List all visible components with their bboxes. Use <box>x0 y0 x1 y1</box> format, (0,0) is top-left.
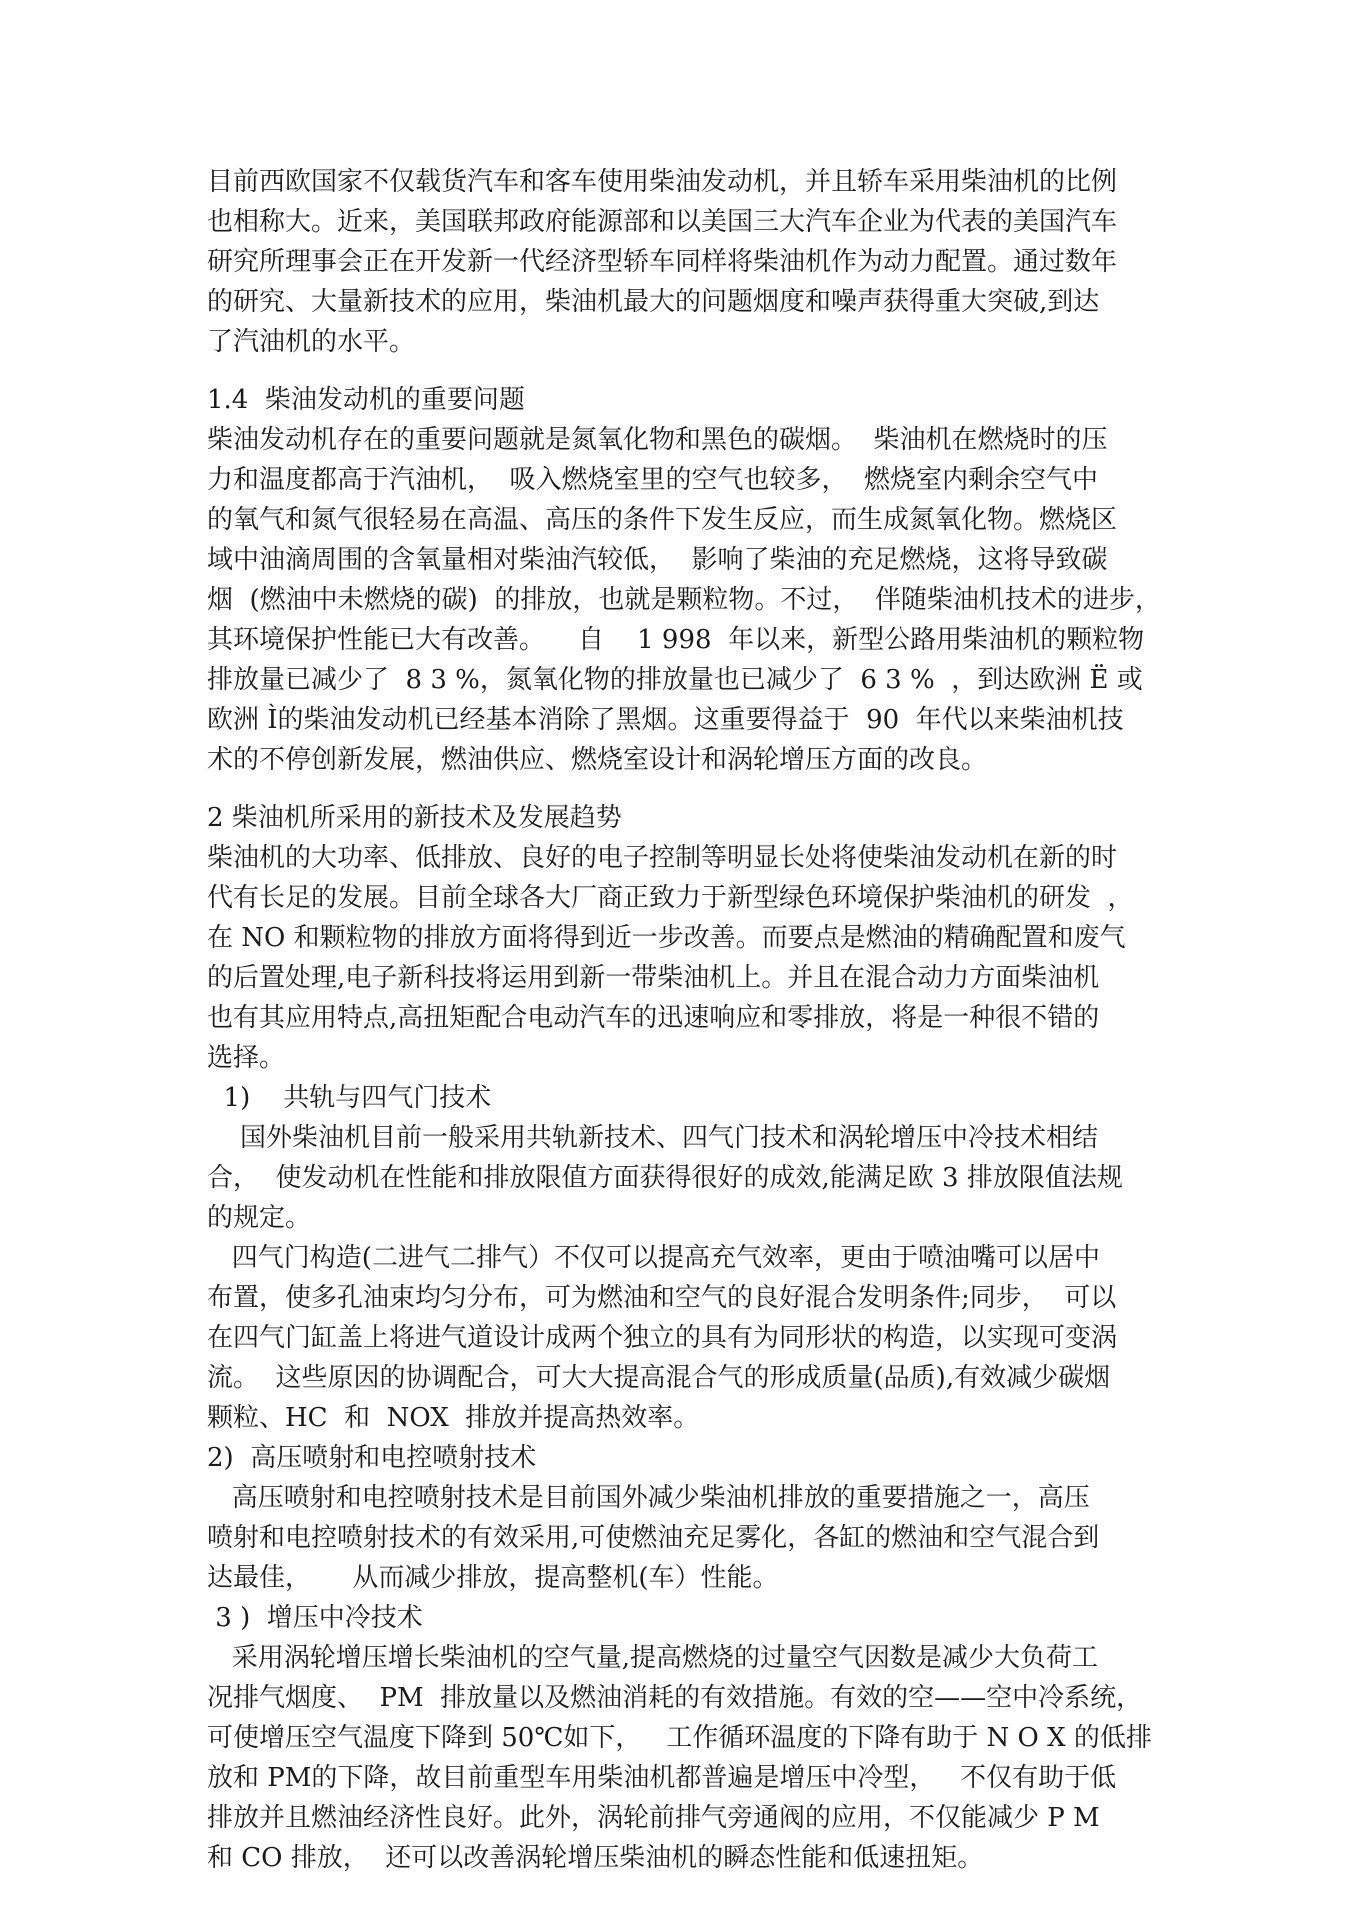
paragraph-line: 术的不停创新发展，燃油供应、燃烧室设计和涡轮增压方面的改良。 <box>207 745 988 775</box>
section-heading: 2 柴油机所采用的新技术及发展趋势 <box>207 803 622 833</box>
paragraph-line: 放和 PM的下降，故目前重型车用柴油机都普遍是增压中冷型， 不仅有助于低 <box>207 1763 1117 1793</box>
intro-line: 的研究、大量新技术的应用，柴油机最大的问题烟度和噪声获得重大突破,到达 <box>207 287 1100 317</box>
paragraph-line: 烟 (燃油中未燃烧的碳) 的排放，也就是颗粒物。不过， 伴随柴油机技术的进步， <box>207 585 1161 615</box>
paragraph-line: 在四气门缸盖上将进气道设计成两个独立的具有为同形状的构造，以实现可变涡 <box>207 1323 1118 1353</box>
paragraph-line: 可使增压空气温度下降到 50℃如下， 工作循环温度的下降有助于 N O X 的低排 <box>207 1723 1152 1753</box>
paragraph-line: 喷射和电控喷射技术的有效采用,可使燃油充足雾化，各缸的燃油和空气混合到 <box>207 1523 1100 1553</box>
paragraph-line: 域中油滴周围的含氧量相对柴油汽较低， 影响了柴油的充足燃烧，这将导致碳 <box>207 545 1108 575</box>
paragraph-line: 的氧气和氮气很轻易在高温、高压的条件下发生反应，而生成氮氧化物。燃烧区 <box>207 505 1118 535</box>
paragraph-line: 四气门构造(二进气二排气）不仅可以提高充气效率，更由于喷油嘴可以居中 <box>207 1243 1100 1273</box>
paragraph-line: 流。 这些原因的协调配合，可大大提高混合气的形成质量(品质),有效减少碳烟 <box>207 1363 1111 1393</box>
paragraph-line: 欧洲 Ì的柴油发动机已经基本消除了黑烟。这重要得益于 90 年代以来柴油机技 <box>207 705 1124 735</box>
paragraph-line: 其环境保护性能已大有改善。 自 1 998 年以来，新型公路用柴油机的颗粒物 <box>207 625 1145 655</box>
paragraph-line: 力和温度都高于汽油机， 吸入燃烧室里的空气也较多， 燃烧室内剩余空气中 <box>207 465 1099 495</box>
intro-line: 了汽油机的水平。 <box>207 327 416 357</box>
paragraph-line: 况排气烟度、 PM 排放量以及燃油消耗的有效措施。有效的空——空中冷系统， <box>207 1683 1143 1713</box>
intro-line: 目前西欧国家不仅载货汽车和客车使用柴油发动机，并且轿车采用柴油机的比例 <box>207 167 1118 197</box>
paragraph-line: 和 CO 排放， 还可以改善涡轮增压柴油机的瞬态性能和低速扭矩。 <box>207 1843 984 1873</box>
paragraph-line: 达最佳， 从而减少排放，提高整机(车）性能。 <box>207 1563 779 1593</box>
paragraph-line: 代有长足的发展。目前全球各大厂商正致力于新型绿色环境保护柴油机的研发 ， <box>207 883 1134 913</box>
paragraph-line: 选择。 <box>207 1043 286 1073</box>
paragraph-line: 柴油机的大功率、低排放、良好的电子控制等明显长处将使柴油发动机在新的时 <box>207 843 1118 873</box>
paragraph-line: 采用涡轮增压增长柴油机的空气量,提高燃烧的过量空气因数是减少大负荷工 <box>207 1643 1099 1673</box>
subsection-heading: 1) 共轨与四气门技术 <box>207 1083 492 1113</box>
intro-line: 研究所理事会正在开发新一代经济型轿车同样将柴油机作为动力配置。通过数年 <box>207 247 1118 277</box>
paragraph-line: 的后置处理,电子新科技将运用到新一带柴油机上。并且在混合动力方面柴油机 <box>207 963 1100 993</box>
section-heading: 1.4 柴油发动机的重要问题 <box>207 385 525 415</box>
paragraph-line: 排放量已减少了 8 3 %，氮氧化物的排放量也已减少了 6 3 % ，到达欧洲 Ë 或 <box>207 665 1143 695</box>
paragraph-line: 合， 使发动机在性能和排放限值方面获得很好的成效,能满足欧 3 排放限值法规 <box>207 1163 1123 1193</box>
paragraph-line: 国外柴油机目前一般采用共轨新技术、四气门技术和涡轮增压中冷技术相结 <box>207 1123 1099 1153</box>
subsection-heading: 2) 高压喷射和电控喷射技术 <box>207 1443 537 1473</box>
subsection-heading: 3 ) 增压中冷技术 <box>207 1603 423 1633</box>
paragraph-line: 排放并且燃油经济性良好。此外，涡轮前排气旁通阀的应用，不仅能减少 P M <box>207 1803 1100 1833</box>
paragraph-line: 布置，使多孔油束均匀分布，可为燃油和空气的良好混合发明条件;同步， 可以 <box>207 1283 1117 1313</box>
paragraph-line: 在 NO 和颗粒物的排放方面将得到近一步改善。而要点是燃油的精确配置和废气 <box>207 923 1126 953</box>
paragraph-line: 柴油发动机存在的重要问题就是氮氧化物和黑色的碳烟。 柴油机在燃烧时的压 <box>207 425 1108 455</box>
paragraph-line: 高压喷射和电控喷射技术是目前国外减少柴油机排放的重要措施之一，高压 <box>207 1483 1090 1513</box>
paragraph-line: 也有其应用特点,高扭矩配合电动汽车的迅速响应和零排放，将是一种很不错的 <box>207 1003 1100 1033</box>
intro-line: 也相称大。近来，美国联邦政府能源部和以美国三大汽车企业为代表的美国汽车 <box>207 207 1118 237</box>
paragraph-line: 的规定。 <box>207 1203 312 1233</box>
paragraph-line: 颗粒、HC 和 NOX 排放并提高热效率。 <box>207 1403 700 1433</box>
